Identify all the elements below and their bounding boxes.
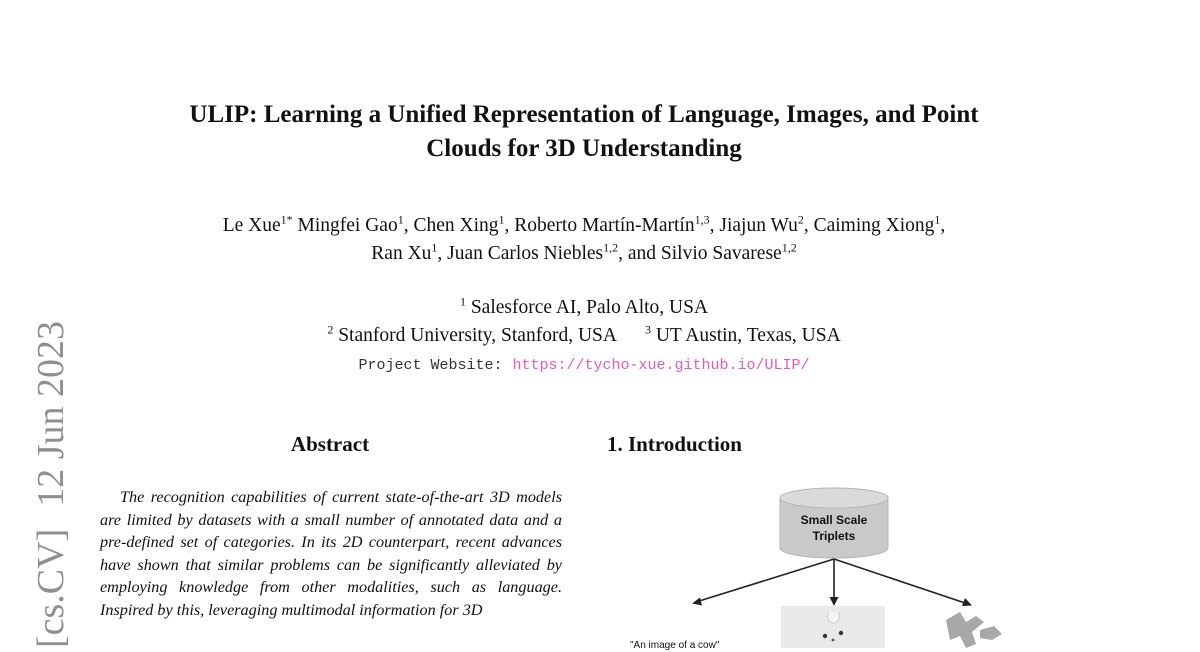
- author-name: Juan Carlos Niebles: [447, 243, 604, 264]
- author-affil-sup: 1: [397, 212, 404, 227]
- author-name: Roberto Martín-Martín: [514, 215, 695, 236]
- small-scale-triplets-label: Small Scale Triplets: [800, 513, 868, 543]
- abstract-text: The recognition capabilities of current state-of-the-art 3D models are limited by datasets with a small number of annotated data and a pre-defined set of categories. In its 2D counterpart, recent advances have shown that similar problems can be significantly alleviated by employing knowledge from other modalities, such as language. Inspired by this, leveraging multimodal information for 3D: [100, 488, 562, 619]
- author-line-1: Le Xue$^{1*}$ Mingfei Gao$^1$, Chen Xing$^1$, Roberto Martín-Martín$^{1,3}$, Jiajun Wu$^2$, Caiming Xiong$^1$,: [222, 212, 946, 236]
- affiliation-stanford: Stanford University, Stanford, USA: [338, 325, 617, 346]
- author-affil-sup: 2: [797, 212, 804, 227]
- author-affil-sup: 1,2: [781, 240, 797, 255]
- author-name: Mingfei Gao: [297, 215, 398, 236]
- author-name: Caiming Xiong: [813, 215, 935, 236]
- arxiv-date: 12 Jun 2023: [30, 320, 72, 507]
- project-website: [0, 356, 1168, 376]
- affiliation-line-2: [0, 322, 1168, 350]
- affil-sup: 3: [644, 322, 651, 337]
- author-list: [0, 212, 1168, 268]
- author-name: Le Xue: [222, 215, 281, 236]
- affil-sup: 1: [459, 294, 466, 309]
- author-affil-sup: 1,2: [603, 240, 619, 255]
- website-label: Project Website:: [358, 357, 503, 374]
- author-affil-sup: 1: [934, 212, 941, 227]
- website-link[interactable]: https://tycho-xue.github.io/ULIP/: [512, 357, 810, 374]
- author-affil-sup: 1*: [280, 212, 293, 227]
- affiliations: [0, 294, 1168, 350]
- figure-drawing: [600, 470, 1070, 648]
- author-affil-sup: 1: [498, 212, 505, 227]
- text-modality-example: "An image of a cow": [630, 640, 720, 651]
- introduction-heading: 1. Introduction: [607, 432, 742, 456]
- author-affil-sup: 1,3: [694, 212, 710, 227]
- author-name: Silvio Savarese: [660, 243, 782, 264]
- paper-title: [0, 98, 1168, 166]
- affiliation-line-1: [0, 294, 1168, 322]
- teaser-figure: [600, 470, 1070, 651]
- affiliation-salesforce: Salesforce AI, Palo Alto, USA: [470, 297, 709, 318]
- point-cloud-shape: [946, 612, 1002, 648]
- author-affil-sup: 1: [431, 240, 438, 255]
- author-name: Chen Xing: [413, 215, 499, 236]
- arxiv-category: [cs.CV]: [30, 528, 72, 648]
- affiliation-ut-austin: UT Austin, Texas, USA: [655, 325, 841, 346]
- affil-sup: 2: [327, 322, 334, 337]
- author-name: Jiajun Wu: [719, 215, 798, 236]
- arrow-heads: [692, 597, 972, 606]
- title-line-1: ULIP: Learning a Unified Representation of Language, Images, and Point: [189, 101, 979, 128]
- author-name: Ran Xu: [371, 243, 432, 264]
- abstract-heading: Abstract: [290, 432, 370, 456]
- title-line-2: Clouds for 3D Understanding: [426, 135, 742, 162]
- author-line-2: Ran Xu$^1$, Juan Carlos Niebles$^{1,2}$, and Silvio Savarese$^{1,2}$: [371, 240, 797, 264]
- cow-image-thumbnail: [781, 606, 885, 648]
